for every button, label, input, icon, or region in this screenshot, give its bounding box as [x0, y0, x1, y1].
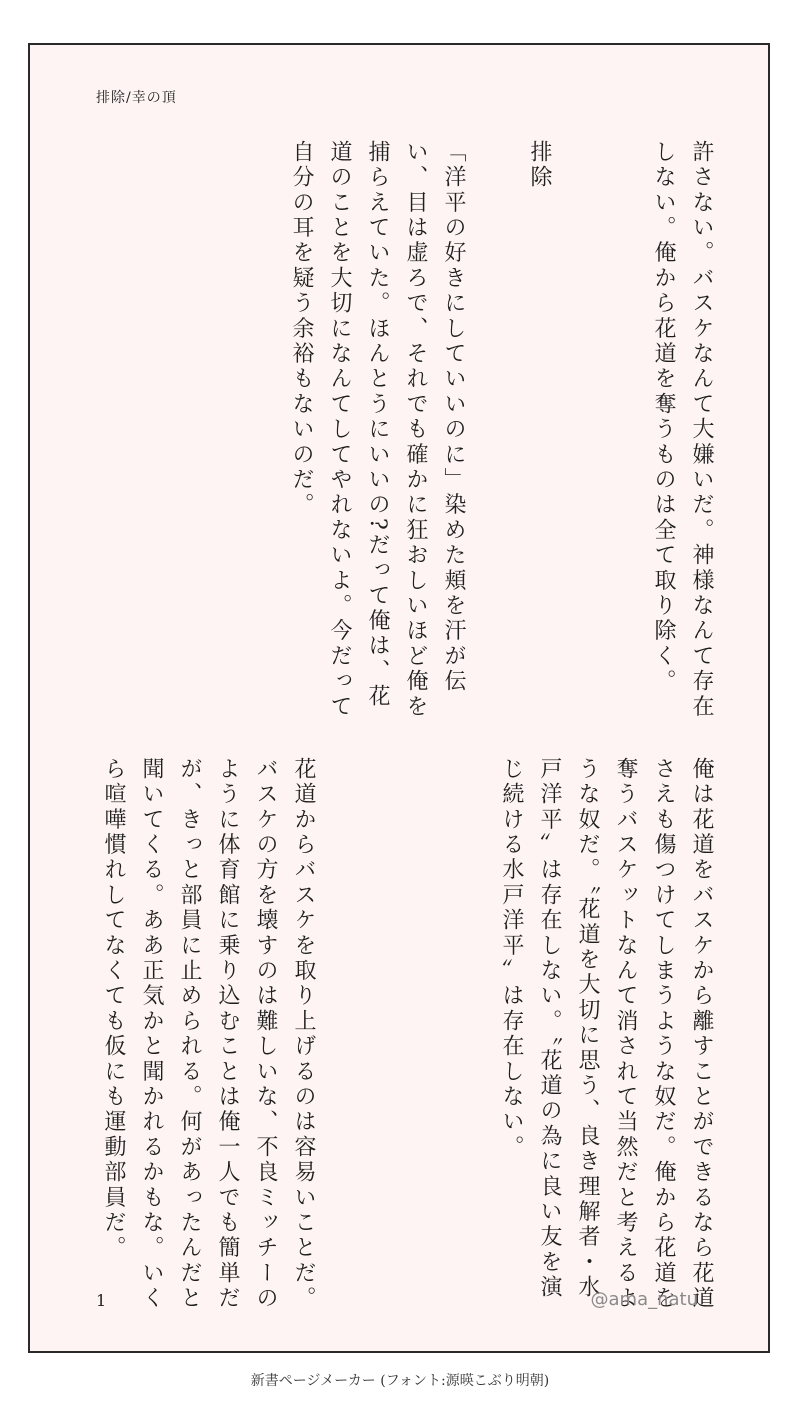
lower-paragraph-2: 花道からバスケを取り上げるのは容易いことだ。バスケの方を壊すのは難しいな、不良ミッチーのように体育館に乗り込むことは俺一人でも簡単だが、きっと部員に止められる。何があったんだと聞いてくる。ああ正気かと聞かれるかもな。いくら喧嘩慣れしてなくても仮にも運動部員だ。	[101, 757, 316, 1312]
author-credit: @ama_natu	[590, 1289, 698, 1310]
page-number: 1	[96, 1291, 107, 1310]
page-header-title: 排除/幸の頂	[96, 90, 177, 106]
book-page	[28, 43, 770, 1353]
lower-paragraph-1: 俺は花道をバスケから離すことができるなら花道さえも傷つけてしまうような奴だ。俺から花道を奪うバスケットなんて消されて当然だと考えるような奴だ。〝花道を大切に思う、良き理解者・水戸洋平〟は存在しない。〝花道の為に良い友を演じ続ける水戸洋平〟は存在しない。	[499, 757, 714, 1312]
section-heading: 排除	[527, 140, 552, 191]
upper-paragraph-2: 「洋平の好きにしていいのに」染めた頬を汗が伝い、目は虚ろで、それでも確かに狂おしいほど俺を捕らえていた。ほんとうにいいの?だって俺は、花道のことを大切になんてしてやれないよ。今だって自分の耳を疑う余裕もないのだ。	[289, 140, 466, 720]
footer-caption: 新書ページメーカー (フォント:源暎こぶり明朝)	[250, 1373, 550, 1389]
upper-paragraph-1: 許さない。バスケなんて大嫌いだ。神様なんて存在しない。俺から花道を奪うものは全て取り除く。	[651, 140, 714, 720]
